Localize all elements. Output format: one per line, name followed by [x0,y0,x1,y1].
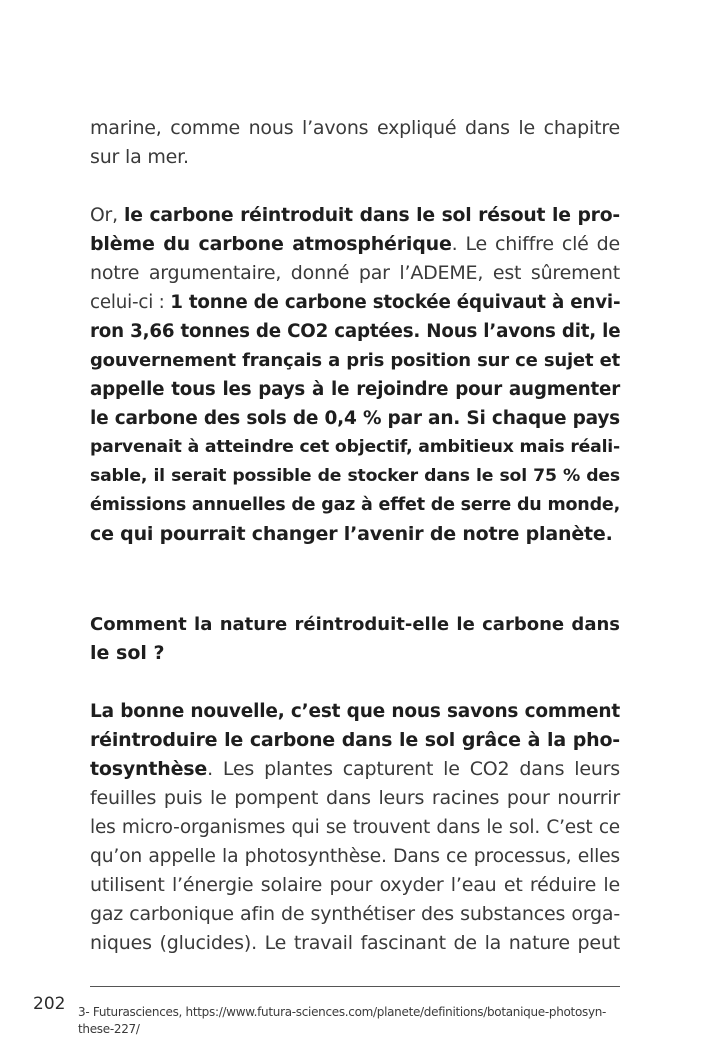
paragraph-2-line-11: émissions annuelles de gaz à effet de serre du monde, [90,495,621,515]
paragraph-3-line-6: qu’on appelle la photosynthèse. Dans ce processus, elles [90,846,620,867]
paragraph-3-line-4: feuilles puis le pompent dans leurs racines pour nourrir [90,787,620,809]
paragraph-2-line-12: ce qui pourrait changer l’avenir de notre planète. [90,523,613,545]
paragraph-2-line-9: parvenait à atteindre cet objectif, ambitieux mais réali- [90,437,620,457]
paragraph-2-text: celui-ci : [90,292,171,313]
paragraph-2-line-5: ron 3,66 tonnes de CO2 captées. Nous l’avons dit, le [90,321,621,342]
paragraph-2-line-4 [90,288,620,317]
paragraph-2-line-3: notre argumentaire, donné par l’ADEME, est sûrement [90,262,620,284]
paragraph-3-line-8: gaz carbonique afin de synthétiser des substances orga- [90,903,620,925]
paragraph-1-line-2: sur la mer. [90,146,189,168]
section-heading-line-1: Comment la nature réintroduit-elle le carbone dans [90,614,620,635]
paragraph-2-emphasis: 1 tonne de carbone stockée équivaut à envi- [170,292,621,313]
paragraph-2-line-10: sable, il serait possible de stocker dans le sol 75 % des [90,466,620,486]
paragraph-2-line-2 [90,230,620,259]
paragraph-3-line-5: les micro-organismes qui se trouvent dans le sol. C’est ce [90,817,620,838]
paragraph-2-emphasis: blème du carbone atmosphérique [90,233,452,255]
footnote: 3- Futurasciences, https://www.futura-sciences.com/planete/definitions/botanique-photosyn-these-227/ [78,1005,607,1036]
paragraph-2-emphasis: le carbone réintroduit dans le sol résout le pro- [123,205,620,226]
paragraph-3-line-3 [90,755,620,784]
paragraph-2-line-8: le carbone des sols de 0,4 % par an. Si chaque pays [90,408,620,429]
paragraph-2-line-7: appelle tous les pays à le rejoindre pour augmenter [90,379,620,400]
paragraph-2-line-1 [90,201,620,230]
footnote-divider [90,986,620,987]
paragraph-2-line-6: gouvernement français a pris position sur ce sujet et [90,350,620,371]
paragraph-3-emphasis: tosynthèse [90,758,208,780]
paragraph-3-line-1: La bonne nouvelle, c’est que nous savons comment [90,701,620,722]
paragraph-3-line-9: niques (glucides). Le travail fascinant de la nature peut [90,932,620,954]
paragraph-1-line-1: marine, comme nous l’avons expliqué dans le chapitre [90,117,620,139]
paragraph-2-text: Or, [90,205,124,226]
paragraph-3-line-7: utilisent l’énergie solaire pour oxyder l’eau et réduire le [90,874,620,896]
section-heading-line-2: le sol ? [90,642,165,664]
paragraph-3-text: . Les plantes capturent le CO2 dans leurs [207,758,620,780]
page-number: 202 [33,994,66,1014]
paragraph-2-text: . Le chiffre clé de [451,233,620,255]
paragraph-3-line-2: réintroduire le carbone dans le sol grâce à la pho- [90,729,620,751]
